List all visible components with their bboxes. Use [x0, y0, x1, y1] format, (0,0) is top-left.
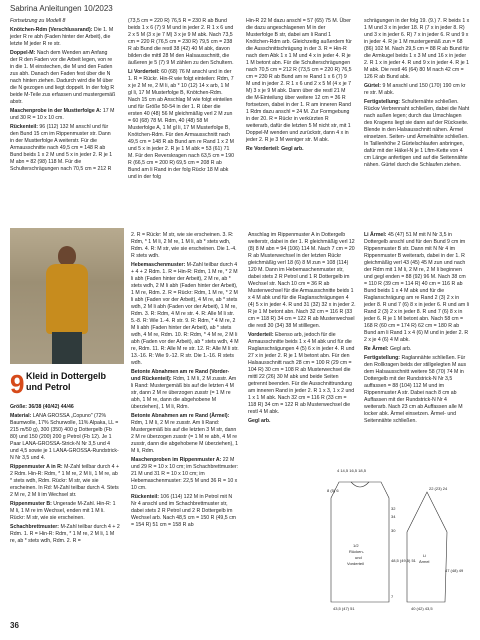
paragraph: schrägungen in der folg 19. (9.) 7. R beids 1 x 1 M und 3 x in jeder 18. R (7 x in jeder 8. R) und 3 x in jeder 6. R) 7 x in jeder 6. R und 9 x in jeder 4. R je 1 M mustergemäß zun = 68 (86) 102 M. Nach 29,5 cm = 88 R ab Bund für die Armkugel beids 1 x 3 M und 16 x in jeder 2. R 1 x in jeder 4. R und 9 x in jeder 4. R je 1 M abk. Die restl 46 (64) 80 M nach 42 cm = 126 R ab Bund abk.: [364, 18, 470, 80]
model-number: 9: [10, 369, 25, 399]
continued-label: Fortsetzung zu Modell 8: [10, 18, 66, 24]
paragraph: Betonte Abnahmen am re Rand (Vorder- und Rückenteil): Rdm, 1 M li, 2 M zusstr. Am li Rand: Mustergemäß bis auf die letzten 4 M str, dann 2 M re überzogen zusstr (= 1 M re abh, 1 M re, dann die abgehobene M überziehen), 1 M li, Rdm.: [131, 369, 237, 410]
paragraph: Anschlag im Rippenmuster A in Dottergelb weiterstr, dabei in der 1. R gleichmäßig verl 12 (8) 8 M abn = 94 (106) 114 M. Nach 7 cm = 20 R ab Musterwechsel in der letzten Rückr gleichmäßig verl 18 (6) 8 M zun = 108 (114) 120 M. Dann im Hebemaschenmuster str, dabei stets 2 R Petrol und 1 R Dottergelb im Wechsel str. Nach 10 cm = 36 R ab Musterwechsel für die Armausschnitte beids 1 x 4 M abk und für die Raglanschrägungen 4 (4) 5 x in jeder 4. R und 31 (32) 32 x in jeder 2. R je 1 M betont abn. Nach 32 cm = 116 R (33 cm = 118 R) 34 cm = 122 R ab Musterwechsel die restl 30 (34) 38 M stilllegen.: [248, 232, 356, 329]
column-6: [131, 232, 239, 531]
paragraph: Vorderteil: Ebenso arb, jedoch für die Armausschnitte beids 1 x 4 M abk und für die Raglanschrägungen 4 (5) 6 x in jeder 4. R und 27 x in jeder 2. R je 1 M betont abn. Für den Halsausschnitt nach 28 cm = 100 R (29 cm = 104 R) 30 cm = 108 R ab Musterwechsel die mittl 22 (26) 30 M abk und beide Seiten getrennt beenden. Für die Ausschnittrundung am inneren Rand in jeder 2. R 1 x 3, 1 x 2 und 1 x 1 M abk. Nach 32 cm = 116 R (33 cm = 118 R) 34 cm = 122 R ab Musterwechsel die restl 4 M abk.: [248, 332, 355, 415]
column-1: [10, 18, 116, 175]
pattern-schematic: [327, 452, 467, 612]
measurement: 47 (48) 49: [445, 568, 464, 573]
model-title: Kleid in Dottergelb und Petrol: [26, 371, 107, 392]
body-piece-outline: [331, 482, 389, 602]
column-8: [364, 232, 470, 427]
model-figure: [44, 246, 90, 364]
paragraph: Fertigstellung: Schulternähte schließen. Rückw Verbrennaht schließen, dabei die Naht nach außen legen; durch das Umschlagen des Kragens liegt sie dann auf der Rückseite. Blende in den Halsausschnitt nähen. Ärmel einsetzen. Seiten- und Ärmelnähte schließen. In Taillenhöhe 2 Gürtelschlaufen anbringen, dafür mit der Häkel-N je 1 Lftm-Kette von 4 cm Länge anfertigen und auf die Seitennähte nähen. Gürtel durch die Schlaufen ziehen.: [364, 99, 470, 168]
paragraph: Maschenprobe in der Mustterfolge A: 17 M und 30 R = 10 x 10 cm.: [10, 108, 115, 121]
paragraph: Re Ärmel: Gegl arb.: [364, 346, 412, 352]
paragraph: Gürtel: 9 M anschl und 150 (170) 190 cm kr re str. M abk.: [364, 83, 466, 96]
measurement: 32: [391, 506, 396, 511]
schematic-label: Li: [423, 553, 427, 558]
measurement: 22 (23) 24: [429, 486, 448, 491]
schematic-label: Vorderteil: [347, 561, 364, 566]
schematic-label: Rücken-: [349, 549, 364, 554]
size-label: Größe: 36/38 (40/42) 44/46: [10, 404, 74, 410]
paragraph: 2. R = Rückr: M str, wie sie erscheinen. 3. R: Rdm, * 1 M li, 2 M re, 1 M li, ab * stets wdh, Rdm. 4. R: M str, wie sie erscheinen. Die 1.-4. R stets wdh.: [131, 232, 237, 259]
column-4: [364, 18, 470, 171]
paragraph: Knötchen-Rdm (Verschlussrand): Die 1. M jeder R re abh (Faden hinter der Arbeit), die letzte M jeder R re str.: [10, 27, 114, 47]
paragraph: Material: LANA GROSSA „Copuno" (72% Baumwolle, 17% Schurwolle, 11% Alpaka, LL = 215 m/50 g), 300 (350) 400 g Dottergelb (Fb 80) und 150 (200) 200 g Petrol (Fb 12). Je 1 Paar LANA-GROSSA-Strick-N Nr 3,5 und 4 und 4,5 sowie je 1 LANA-GROSSA-Rundstrick-N Nr 3,5 und 4.: [10, 413, 119, 461]
column-7: [248, 232, 356, 427]
paragraph: Rückenteil: 96 (112) 132 M anschl und für den Bund 15 cm im Rippenmuster str. Dann in der Mustterfolge A weiterstr. Für die Armausschnitte nach 49,5 cm = 148 R ab Bund beids 1 x 2 M und 5 x in jeder 2. R je 1 M abn = 82 (98) 118 M. Für die Schulterschrägungen nach 70,5 cm = 212 R: [10, 124, 113, 172]
magazine-header: Sabrina Anleitungen 10/2023: [10, 4, 113, 13]
paragraph: Betonte Abnahmen am re Rand (Ärmel): Rdm, 1 M li, 2 M re zusstr. Am li Rand: Mustergemäß bis auf die letzten 3 M str, dann 2 M re überzogen zusstr (= 1 M re abh, 4 M re zusstr, dann die abgehobene M überziehen), 1 M li, Rdm.: [131, 413, 238, 454]
paragraph: Doppel-M: Nach dem Wenden am Anfang der R den Faden vor die Arbeit legen, von re in die 1. M einstechen, die M und den Faden zus abh. Danach den Faden fest über die N nach hinten ziehen. Dadurch wird die M über die N gezogen und liegt doppelt. In der folg R beide M-Teile zus erfassen und mustergemäß abstr.: [10, 50, 116, 105]
sleeve-piece-outline: [407, 492, 447, 602]
measurement: 43,5 (47) 51: [333, 606, 355, 611]
page-number: 36: [10, 621, 19, 630]
column-2: [128, 18, 234, 183]
model-photo: [10, 228, 124, 364]
paragraph: (73,5 cm = 220 R) 76,5 R = 230 R ab Bund beids 1 x 6 (7) 9 M und in jeder 2. R 1 x 6 und 2 x 5 M (3 x je 7 M) 3 x je 9 M abk. Nach 73,5 cm = 220 R (76,5 cm = 230 R) 79,5 cm = 238 R ab Bund die restl 38 (42) 40 M abk, davon bilden die mittl 28 M den Halsausschnitt, die äußeren je 5 (7) 9 M zählen zu den Schultern.: [128, 18, 234, 66]
column-3: [246, 18, 352, 155]
neckline-curve: [351, 482, 369, 487]
paragraph: Fertigstellung: Raglannähte schließen. Für den Rollkragen beids der stillgelegten M aus dem Halsausschnitt weitere 58 (70) 74 M in Dottergelb mit der Rundstrick-N Nr 3,5 auffassen = 88 (104) 112 M und im Rippenmuster A str. Dabei nach 8 cm ab Auffassen mit der Rundstrick-N Nr 4 weiterarb. Nach 23 cm ab Auffassen alle M locker abk. Ärmel einsetzen. Ärmel- und Seitennähte schließen.: [364, 355, 467, 424]
paragraph: Schachbrettmuster: M-Zahl teilbar durch 4 + 2 Rdm. 1. R = Hin-R: Rdm, * 1 M re, 2 M li, 1 M re, ab * stets wdh, Rdm. 2. R =: [10, 524, 120, 544]
measurement: 40 (42) 43,5: [411, 606, 433, 611]
paragraph: Rippenmuster B: Ungerade M-Zahl. Hin-R: 1 M li, 1 M re im Wechsel, enden mit 1 M li. Rückr: M str, wie sie erscheinen.: [10, 501, 116, 521]
paragraph: Li Vorderteil: 60 (68) 76 M anschl und in der 1. R = Rückr. Hin-R wie folgt einteilen: Rdm, 7 x je 2 M re, 2 M li, ab * 10 (12) 14 x arb, 1 M gl li, 17 M Musterfolge B, Knötchen-Rdm. Nach 15 cm ab Anschlag M wie folgt einteilen und für Größe 50-54 in der 1. R über die ersten 40 (48) 56 M gleichmäßig verl 2 M zun = 60 (68) 78 M. Rdm, 40 (48) 58 M Musterfolge A, 1 M gl li, 17 M Musterfolge B, Knötchen-Rdm. Für den Armausschnitt nach 49,5 cm = 148 R ab Bund am re Rand 1 x 2 M und 5 x in jeder 2. R je 1 M abk = 53 (61) 71 M. Für den Reverskragen nach 63,5 cm = 190 R (66,5 cm = 200 R) 69,5 cm = 208 R ab Bund am li Rand in der folg Rückr 18 M abk und in der folg: [128, 69, 234, 180]
paragraph: Maschenproben im Rippenmuster A: 22 M und 29 R = 10 x 10 cm; im Schachbrettmuster: 21 M und 31 R = 10 x 10 cm; im Hebemaschenmuster: 22,5 M und 36 R = 10 x 10 cm.: [131, 457, 239, 491]
paragraph: Gegl arb.: [248, 418, 271, 424]
measurement: 4 14,5 16,5 18,5: [337, 468, 366, 473]
schematic-label: Ärmel: [419, 559, 430, 564]
paragraph: Hin-R 22 M dazu anschl = 57 (65) 75 M. Über die dazu angeschlagenen M in der Musterfolge B str, dabei am li Rand 1 Knötchen-Rdm arb. Gleichzeitig außerdem für die Ausschnittschrägung in der 3. R = Hin-R nach dem Abk 1 x 1 M und 4 x in jeder 4. R je 1 M betont abn. Für die Schulterschrägungen nach 70,5 cm = 212 R (73,5 cm = 220 R) 76,5 cm = 230 R ab Bund am re Rand 1 x 6 (7) 9 M und in jeder 2. R 1 x 6 und 2 x 5 M (4 x je 7 M) 3 x je 9 M abk. Dann über die restl 21 M die M-Einteilung über weitere 12 cm = 36 R fortsetzen, dabei in der 1. R am inneren Rand 1 Rdm dazu anschl = 24 M. Zur Formgebung in der 20. R = Rückr in verkürzten R weiterarb, dafür die letzten 5 M nicht str, mit 1 Doppel-M wenden und zurückstr, dann 4 x in jeder 2. R je 3 M weniger str. M abk.: [246, 18, 352, 143]
paragraph: Re Vorderteil: Gegl arb.: [246, 146, 304, 152]
measurement: 34: [391, 514, 396, 519]
column-5: [10, 404, 120, 547]
measurement: 8 (5) 6: [327, 488, 339, 493]
paragraph: Rippenmuster A in R: M-Zahl teilbar durch 4 + 2 Rdm. Hin-R: Rdm, * 1 M re, 2 M li, 1 M re, ab * stets wdh, Rdm. Rückr: M str, wie sie erscheinen. In Rd: M-Zahl teilbar durch 4. Stets 2 M re, 2 M li im Wechsel str.: [10, 464, 120, 498]
schematic-label: 1/2: [353, 543, 359, 548]
measurement: 48,5 (49,5) 51: [391, 558, 416, 563]
paragraph: Rückenteil: 106 (114) 122 M in Petrol mit N Nr 4 anschl und im Schachbrettmuster str, dabei stets 2 R Petrol und 2 R Dottergelb im Wechsel arb. Nach 48,5 cm = 150 R (49,5 cm = 154 R) 51 cm = 158 R ab: [131, 494, 236, 528]
measurement: 7: [391, 594, 394, 599]
paragraph: Li Ärmel: 45 (47) 51 M mit N Nr 3,5 in Dottergelb anschl und für den Bund 9 cm im Rippenmuster B str. Dann mit N Nr 4 im Rippenmuster B weiterarb, dabei in der 1. R gleichmäßig verl 43 (45) 45 M zun und nach der Rdm mit 1 M li, 2 M re, 2 M li beginnen und gegl enden = 88 (92) 96 M. Nach 38 cm = 110 R (39 cm = 114 R) 40 cm = 116 R ab Bund beids 1 x 4 M abk und für die Raglanschrägung am re Rand 2 (3) 2 x in jeder 8. R und 7 (6) 8 x in jeder 6. R und am li Rand 2 (3) 2 x in jeder 8. R und 7 (6) 8 x in jeder 6. R je 1 M betont abn. Nach 58 cm = 168 R (60 cm = 174 R) 62 cm = 180 R ab Bund am li Rand 1 x 4 (6) M und in jeder 2. R 2 x je 4 (6) 4 M abk.: [364, 232, 469, 343]
measurement: 30: [391, 528, 396, 533]
paragraph: Hebemaschenmuster: M-Zahl teilbar durch 4 + 4 + 2 Rdm. 1. R = Hin-R: Rdm, 1 M re, * 2 M li abh (Faden hinter der Arbeit), 2 M re, ab * stets wdh, 2 M li abh (Faden hinter der Arbeit), 1 M re, Rdm. 2. R = Rückr: Rdm, 1 M re, * 2 M li abh (Faden vor der Arbeit), 4 M re, ab * stets wdh, 2 M li abh (Faden vor der Arbeit), 1 M re, Rdm. 3. R: Rdm, 4 M re str. 4. R: Alle M li str. 5.-8. R: Wie 1.-4. R str. 9. R: Rdm, * 4 M re, 2 M li abh (Faden hinter der Arbeit), ab * stets wdh, 4 M re, Rdm. 10. R: Rdm, * 4 M re, 2 M li abh (Faden vor der Arbeit), ab * stets wdh, 4 M re, Rdm. 11. R: Alle M re str. 12. R: Alle M li str. 13.-16. R: Wie 9.-12. R str. Die 1.-16. R stets wdh.: [131, 262, 239, 366]
schematic-label: und: [355, 555, 362, 560]
